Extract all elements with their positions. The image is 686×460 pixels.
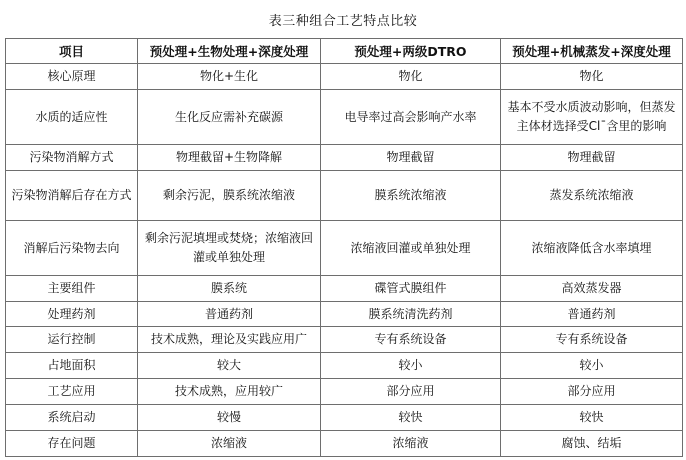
table-row <box>6 276 683 302</box>
table-row <box>6 145 683 171</box>
row-label: 主要组件 <box>6 276 138 302</box>
table-cell: 电导率过高会影响产水率 <box>321 90 501 145</box>
column-header-process-1: 预处理+生物处理+深度处理 <box>138 39 321 64</box>
column-header-process-2: 预处理+两级DTRO <box>321 39 501 64</box>
column-header-process-3: 预处理+机械蒸发+深度处理 <box>501 39 683 64</box>
table-row <box>6 353 683 379</box>
table-cell: 膜系统 <box>138 276 321 302</box>
table-cell: 物化+生化 <box>138 64 321 90</box>
table-cell: 浓缩液 <box>321 431 501 457</box>
table-cell: 部分应用 <box>501 379 683 405</box>
table-cell: 较快 <box>501 405 683 431</box>
table-cell: 物化 <box>321 64 501 90</box>
table-cell: 较大 <box>138 353 321 379</box>
table-cell: 腐蚀、结垢 <box>501 431 683 457</box>
table-cell: 技术成熟，应用较广 <box>138 379 321 405</box>
table-cell: 蒸发系统浓缩液 <box>501 171 683 221</box>
table-cell: 物化 <box>501 64 683 90</box>
table-header-row <box>6 39 683 64</box>
table-cell: 基本不受水质波动影响，但蒸发主体材选择受Cl¯含里的影响 <box>501 90 683 145</box>
table-cell: 技术成熟，理论及实践应用广 <box>138 327 321 353</box>
row-label: 污染物消解方式 <box>6 145 138 171</box>
table-cell: 物理截留 <box>501 145 683 171</box>
table-cell: 普通药剂 <box>138 302 321 327</box>
table-cell: 物理截留 <box>321 145 501 171</box>
row-label: 运行控制 <box>6 327 138 353</box>
table-row <box>6 221 683 276</box>
row-label: 消解后污染物去向 <box>6 221 138 276</box>
table-row <box>6 302 683 327</box>
table-cell: 浓缩液回灌或单独处理 <box>321 221 501 276</box>
row-label: 占地面积 <box>6 353 138 379</box>
table-cell: 专有系统设备 <box>501 327 683 353</box>
row-label: 处理药剂 <box>6 302 138 327</box>
table-cell: 膜系统清洗药剂 <box>321 302 501 327</box>
table-cell: 专有系统设备 <box>321 327 501 353</box>
table-cell: 物理截留+生物降解 <box>138 145 321 171</box>
table-cell: 部分应用 <box>321 379 501 405</box>
row-label: 核心原理 <box>6 64 138 90</box>
table-cell: 较慢 <box>138 405 321 431</box>
table-cell: 浓缩液降低含水率填埋 <box>501 221 683 276</box>
table-cell: 生化反应需补充碳源 <box>138 90 321 145</box>
row-label: 系统启动 <box>6 405 138 431</box>
table-cell: 剩余污泥，膜系统浓缩液 <box>138 171 321 221</box>
table-cell: 剩余污泥填埋或焚烧；浓缩液回灌或单独处理 <box>138 221 321 276</box>
row-label: 水质的适应性 <box>6 90 138 145</box>
table-row <box>6 431 683 457</box>
table-row <box>6 64 683 90</box>
table-cell: 较小 <box>321 353 501 379</box>
table-row <box>6 327 683 353</box>
table-cell: 较快 <box>321 405 501 431</box>
table-row <box>6 90 683 145</box>
table-row <box>6 405 683 431</box>
row-label: 存在问题 <box>6 431 138 457</box>
row-label: 污染物消解后存在方式 <box>6 171 138 221</box>
table-cell: 高效蒸发器 <box>501 276 683 302</box>
comparison-table <box>5 38 683 457</box>
table-cell: 普通药剂 <box>501 302 683 327</box>
table-row <box>6 379 683 405</box>
column-header-item: 项目 <box>6 39 138 64</box>
table-cell: 碟管式膜组件 <box>321 276 501 302</box>
table-cell: 较小 <box>501 353 683 379</box>
table-cell: 浓缩液 <box>138 431 321 457</box>
table-cell: 膜系统浓缩液 <box>321 171 501 221</box>
row-label: 工艺应用 <box>6 379 138 405</box>
table-row <box>6 171 683 221</box>
table-caption: 表三种组合工艺特点比较 <box>268 14 418 29</box>
